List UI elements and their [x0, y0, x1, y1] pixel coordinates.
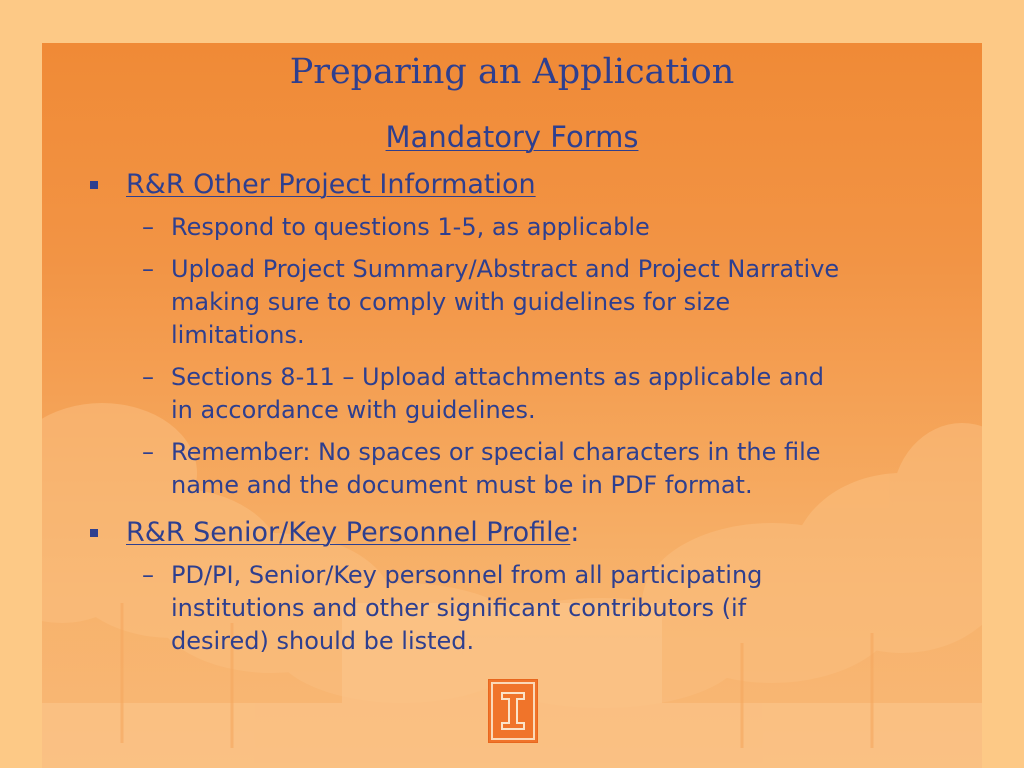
slide-subtitle: Mandatory Forms	[385, 120, 639, 154]
sub-bullet-item	[90, 253, 851, 352]
sub-bullet-text: Upload Project Summary/Abstract and Project Narrative making sure to comply with guidelines for size limitations.	[171, 255, 840, 349]
sub-bullet-item	[90, 361, 851, 427]
dash-bullet: –	[142, 213, 154, 241]
sub-bullet-list	[90, 559, 940, 658]
sub-bullet-text: Respond to questions 1-5, as applicable	[171, 213, 650, 241]
sub-bullet-text: PD/PI, Senior/Key personnel from all participating institutions and other significant contributors (if desired) should be listed.	[171, 561, 763, 655]
sub-bullet-item	[90, 211, 851, 244]
dash-bullet: –	[142, 255, 154, 283]
section-bullet-senior-key-personnel	[90, 516, 940, 550]
heading-suffix: :	[570, 517, 580, 548]
sub-bullet-item	[90, 559, 851, 658]
form-link-senior-key-personnel[interactable]: R&R Senior/Key Personnel Profile	[126, 517, 571, 548]
block-i-logo-icon	[488, 679, 538, 743]
form-link-other-project-info[interactable]: R&R Other Project Information	[126, 169, 536, 200]
dash-bullet: –	[142, 363, 154, 391]
sub-bullet-list	[90, 211, 940, 502]
sub-bullet-item	[90, 436, 851, 502]
sub-bullet-text: Sections 8-11 – Upload attachments as applicable and in accordance with guidelines.	[171, 363, 824, 424]
dash-bullet: –	[142, 561, 154, 589]
dash-bullet: –	[142, 438, 154, 466]
slide-content	[90, 168, 940, 664]
slide-title: Preparing an Application	[289, 52, 735, 92]
sub-bullet-text: Remember: No spaces or special characters in the file name and the document must be in PDF format.	[171, 438, 821, 499]
square-bullet-icon	[90, 529, 98, 537]
square-bullet-icon	[90, 181, 98, 189]
section-bullet-other-project-info	[90, 168, 940, 202]
